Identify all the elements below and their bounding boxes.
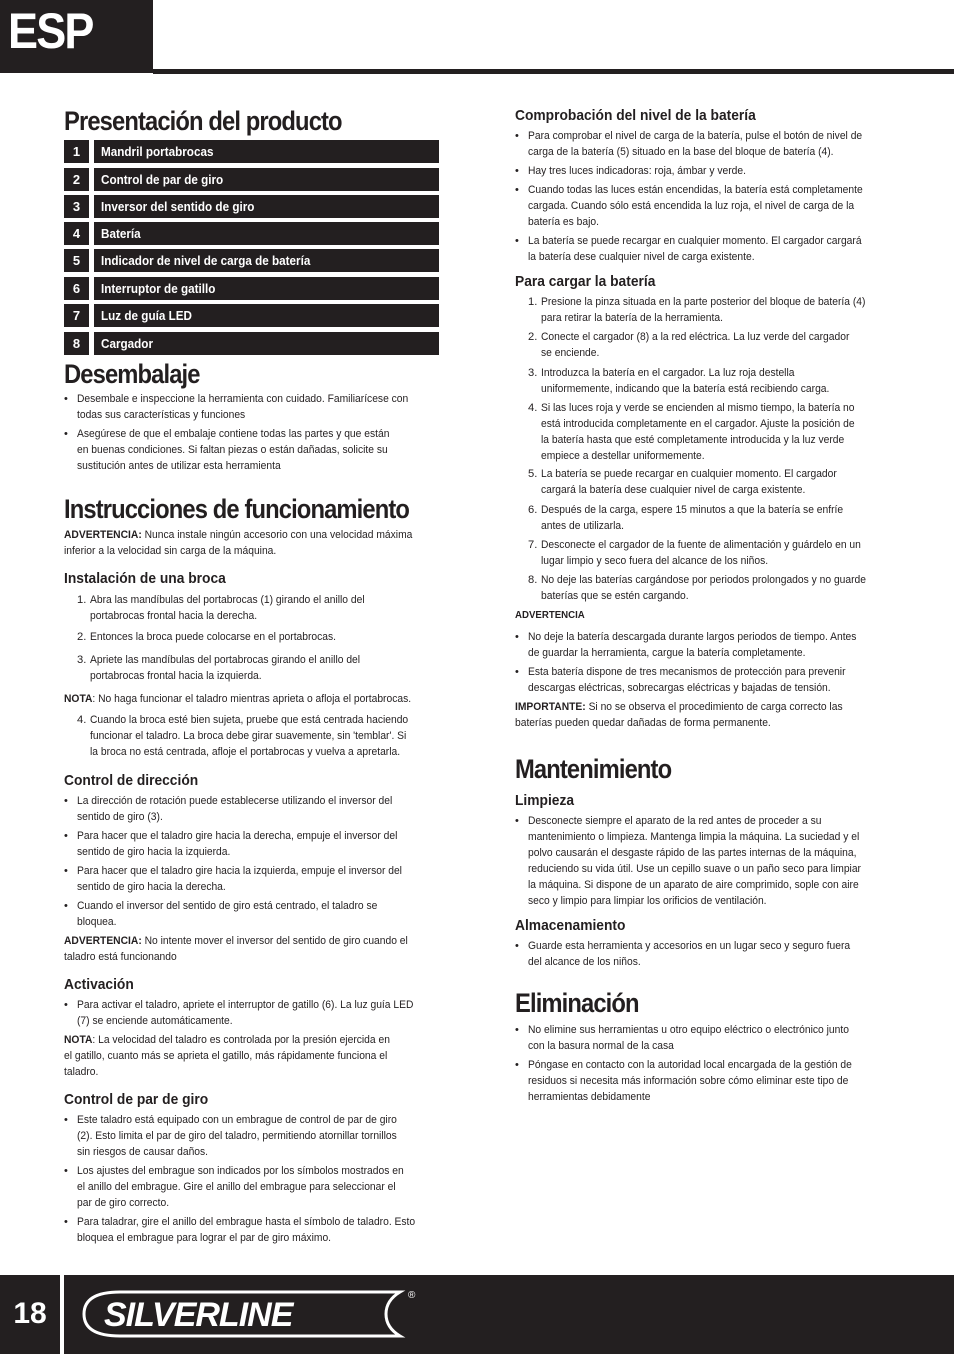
part-number: 4	[64, 222, 89, 245]
almacenamiento-title: Almacenamiento	[515, 917, 626, 934]
part-number: 2	[64, 168, 89, 191]
advertencia-label: ADVERTENCIA	[515, 609, 585, 621]
part-number: 6	[64, 277, 89, 300]
part-row	[64, 332, 439, 355]
registered-mark: ®	[408, 1290, 416, 1301]
part-row	[64, 140, 439, 163]
limpieza-title: Limpieza	[515, 792, 575, 809]
part-number: 1	[64, 140, 89, 163]
part-label: Inversor del sentido de giro	[94, 195, 439, 218]
part-number: 3	[64, 195, 89, 218]
part-label: Interruptor de gatillo	[94, 277, 439, 300]
par-title: Control de par de giro	[64, 1091, 209, 1108]
warning-note: ADVERTENCIA: Nunca instale ningún accesorio con una velocidad máxima inferior a la velocidad sin carga de la máquina.	[64, 529, 413, 557]
importante-note: IMPORTANTE: Si no se observa el procedimiento de carga correcto las baterías pueden quedar dañadas de forma permanente.	[515, 701, 843, 729]
language-code: ESP	[8, 3, 93, 59]
nivel-title: Comprobación del nivel de la batería	[515, 107, 756, 124]
broca-title: Instalación de una broca	[64, 570, 226, 587]
part-number: 5	[64, 249, 89, 272]
part-label: Indicador de nivel de carga de batería	[94, 249, 439, 272]
activacion-title: Activación	[64, 976, 134, 993]
warning-note: ADVERTENCIA: No intente mover el inversor del sentido de giro cuando el taladro está funcionando	[64, 935, 408, 963]
direccion-title: Control de dirección	[64, 772, 199, 789]
part-row	[64, 304, 439, 327]
part-row	[64, 249, 439, 272]
instrucciones-title: Instrucciones de funcionamiento	[64, 494, 410, 524]
logo-wordmark: SILVERLINE	[104, 1296, 293, 1334]
nota: NOTA: No haga funcionar el taladro mientras aprieta o afloja el portabrocas.	[64, 693, 412, 705]
page-number: 18	[13, 1297, 47, 1330]
part-label: Cargador	[94, 332, 439, 355]
part-label: Luz de guía LED	[94, 304, 439, 327]
part-row	[64, 168, 439, 191]
part-number: 8	[64, 332, 89, 355]
part-row	[64, 222, 439, 245]
eliminacion-title: Eliminación	[515, 988, 639, 1018]
cargar-title: Para cargar la batería	[515, 273, 656, 290]
silverline-logo	[80, 1284, 420, 1344]
desembalaje-title: Desembalaje	[64, 359, 200, 389]
part-number: 7	[64, 304, 89, 327]
nota: NOTA: La velocidad del taladro es controlada por la presión ejercida en el gatillo, cuanto más se aprieta el gatillo, más rápidamente funciona el taladro.	[64, 1034, 390, 1078]
part-label: Control de par de giro	[94, 168, 439, 191]
part-label: Mandril portabrocas	[94, 140, 439, 163]
presentacion-title: Presentación del producto	[64, 106, 342, 136]
part-row	[64, 195, 439, 218]
mantenimiento-title: Mantenimiento	[515, 754, 672, 784]
part-row	[64, 277, 439, 300]
header-rule	[153, 69, 954, 74]
language-tab	[0, 0, 153, 73]
page-number-box	[0, 1275, 64, 1354]
part-label: Batería	[94, 222, 439, 245]
